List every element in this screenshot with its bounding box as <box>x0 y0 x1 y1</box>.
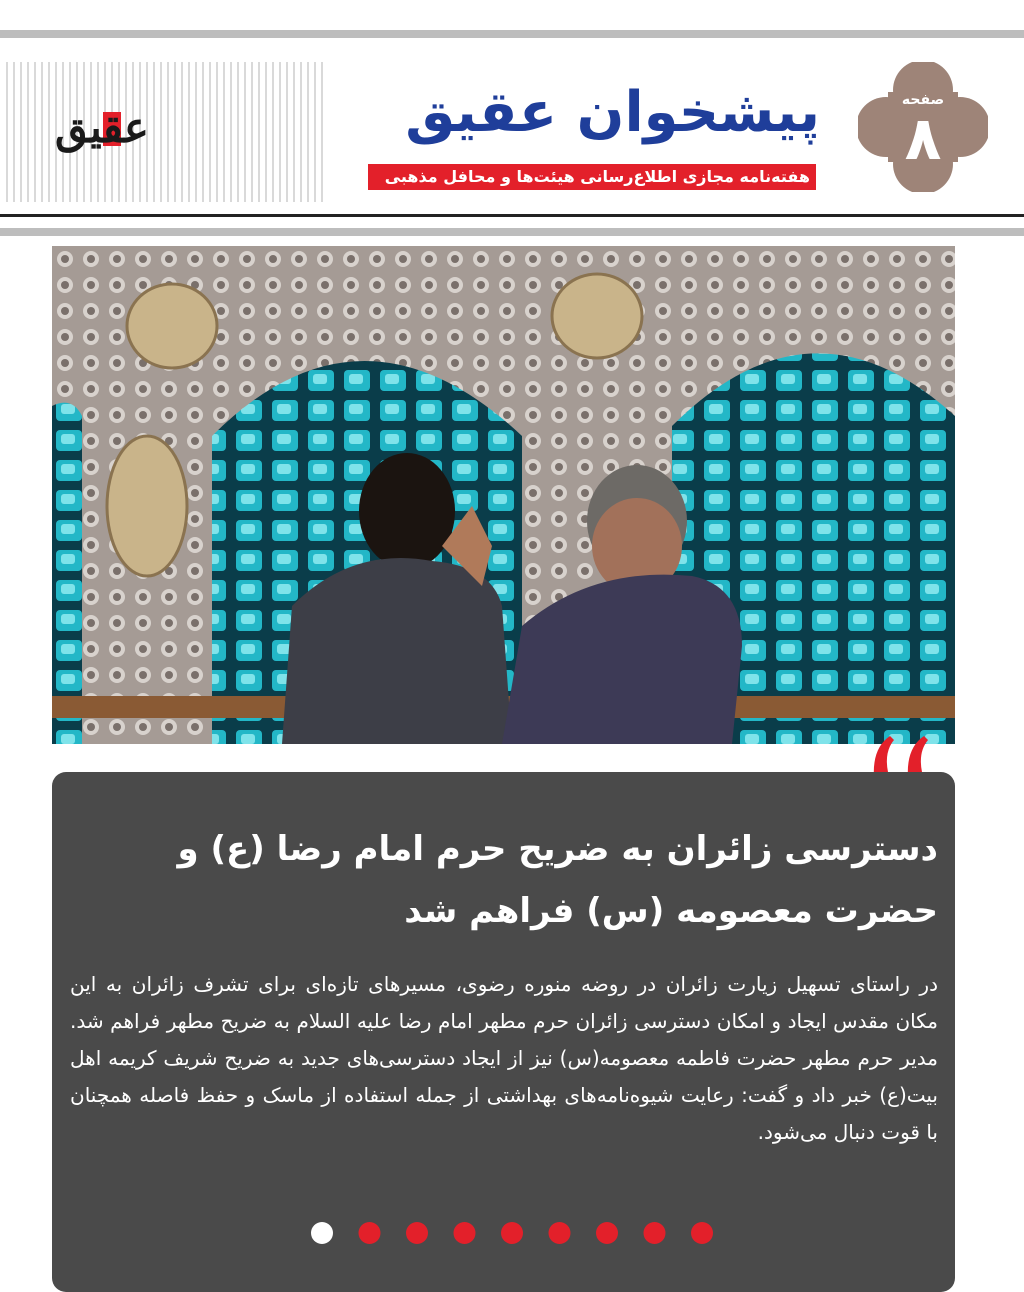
masthead-bottom-rule-2 <box>0 228 1024 236</box>
newsletter-title: پیشخوان عقیق <box>405 80 820 145</box>
headline-line-2: حضرت معصومه (س) فراهم شد <box>404 891 938 931</box>
masthead-bottom-rule <box>0 214 1024 217</box>
page-label: صفحه <box>901 92 945 108</box>
pagination-dot[interactable] <box>691 1222 713 1244</box>
pagination-dot[interactable] <box>359 1222 381 1244</box>
zarih-photo <box>52 246 955 744</box>
article-body: در راستای تسهیل زیارت زائران در روضه منوره رضوی، مسیرهای تازه‌ای برای تشرف زائران به این مکان مقدس ایجاد و امکان دسترسی زائران حرم مطهر امام رضا علیه السلام به ضریح مطهر فراهم شد. مدیر حرم مطهر حضرت فاطمه معصومه(س) نیز از ایجاد دسترسی‌های جدید به ضریح شریف کریمه اهل بیت(ع) خبر داد و گفت: رعایت شیوه‌نامه‌های بهداشتی از جمله استفاده از ماسک و حفظ فاصله همچنان با قوت دنبال می‌شود. <box>70 972 938 1144</box>
masthead <box>0 40 1024 212</box>
headline-line-1: دسترسی زائران به ضریح حرم امام رضا (ع) و <box>177 829 938 869</box>
pagination-dots-svg <box>300 1218 720 1248</box>
pagination-dot[interactable] <box>596 1222 618 1244</box>
pagination-dots[interactable] <box>300 1218 720 1248</box>
photo-illustration <box>52 246 955 744</box>
page-number-badge <box>858 62 988 192</box>
pagination-dot[interactable] <box>549 1222 571 1244</box>
top-rule <box>0 30 1024 38</box>
article-headline <box>80 818 938 942</box>
agigh-logo: عقیق <box>54 103 149 152</box>
pagination-dot[interactable] <box>311 1222 333 1244</box>
pagination-dot[interactable] <box>454 1222 476 1244</box>
page-number: ۸ <box>904 104 942 174</box>
newsletter-subtitle: هفته‌نامه مجازی اطلاع‌رسانی هیئت‌ها و محافل مذهبی <box>368 164 816 190</box>
pagination-dot[interactable] <box>644 1222 666 1244</box>
pagination-dot[interactable] <box>406 1222 428 1244</box>
pagination-dot[interactable] <box>501 1222 523 1244</box>
